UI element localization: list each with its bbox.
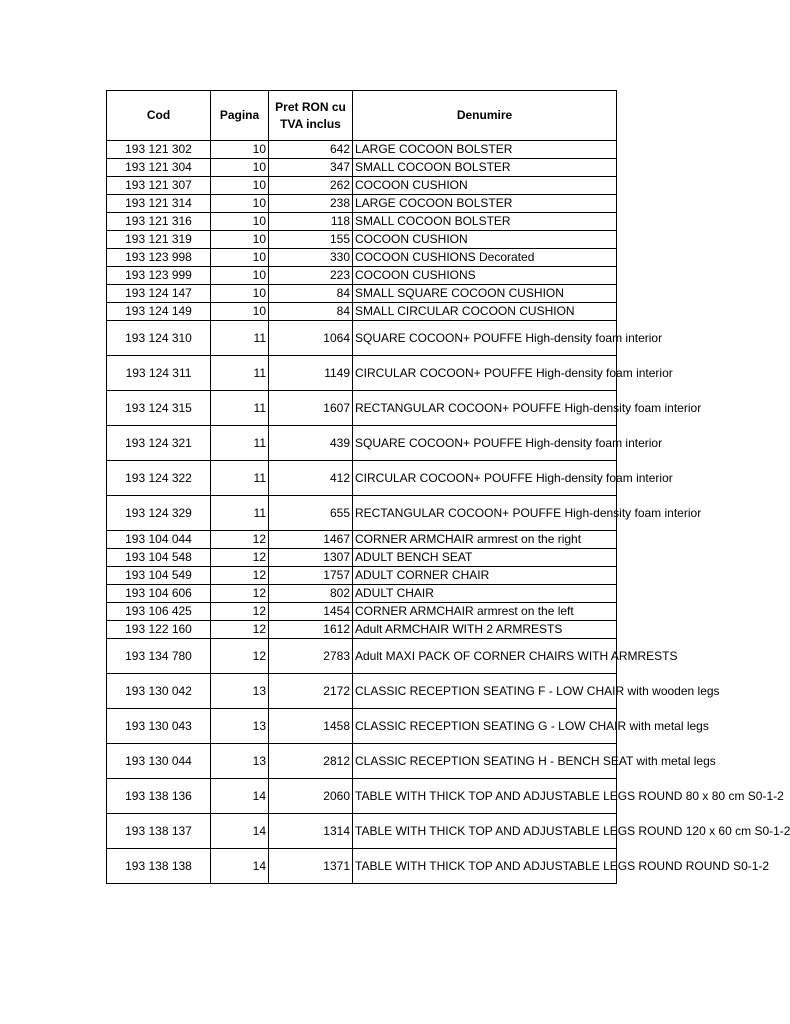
- cell-denumire: TABLE WITH THICK TOP AND ADJUSTABLE LEGS ROUND 80 x 80 cm S0-1-2: [353, 779, 617, 814]
- cell-pagina: 10: [211, 159, 269, 177]
- cell-cod: 193 106 425: [107, 603, 211, 621]
- cell-pagina: 10: [211, 231, 269, 249]
- cell-pagina: 10: [211, 141, 269, 159]
- cell-cod: 193 138 136: [107, 779, 211, 814]
- cell-denumire: CORNER ARMCHAIR armrest on the left: [353, 603, 617, 621]
- cell-pret: 1607: [269, 391, 353, 426]
- cell-cod: 193 123 998: [107, 249, 211, 267]
- cell-pret: 1314: [269, 814, 353, 849]
- cell-denumire: COCOON CUSHIONS Decorated: [353, 249, 617, 267]
- cell-pagina: 11: [211, 496, 269, 531]
- cell-cod: 193 123 999: [107, 267, 211, 285]
- cell-pret: 1454: [269, 603, 353, 621]
- cell-pret: 1064: [269, 321, 353, 356]
- cell-pagina: 14: [211, 814, 269, 849]
- table-row: [107, 849, 617, 884]
- cell-cod: 193 124 310: [107, 321, 211, 356]
- cell-denumire: CORNER ARMCHAIR armrest on the right: [353, 531, 617, 549]
- table-row: [107, 141, 617, 159]
- cell-cod: 193 104 606: [107, 585, 211, 603]
- cell-denumire: LARGE COCOON BOLSTER: [353, 195, 617, 213]
- cell-pagina: 10: [211, 249, 269, 267]
- cell-cod: 193 121 319: [107, 231, 211, 249]
- cell-pret: 1458: [269, 709, 353, 744]
- cell-pagina: 10: [211, 213, 269, 231]
- cell-denumire: Adult ARMCHAIR WITH 2 ARMRESTS: [353, 621, 617, 639]
- cell-denumire: Adult MAXI PACK OF CORNER CHAIRS WITH ARMRESTS: [353, 639, 617, 674]
- table-row: [107, 639, 617, 674]
- table-row: [107, 567, 617, 585]
- cell-denumire: CLASSIC RECEPTION SEATING F - LOW CHAIR with wooden legs: [353, 674, 617, 709]
- cell-pret: 1371: [269, 849, 353, 884]
- header-cod: Cod: [107, 91, 211, 141]
- cell-denumire: ADULT BENCH SEAT: [353, 549, 617, 567]
- price-table: [106, 90, 790, 884]
- cell-pagina: 10: [211, 267, 269, 285]
- cell-pret: 238: [269, 195, 353, 213]
- cell-pagina: 10: [211, 177, 269, 195]
- cell-denumire: CIRCULAR COCOON+ POUFFE High-density foam interior: [353, 461, 617, 496]
- cell-pagina: 10: [211, 285, 269, 303]
- cell-pagina: 12: [211, 567, 269, 585]
- table-row: [107, 603, 617, 621]
- cell-cod: 193 130 042: [107, 674, 211, 709]
- cell-cod: 193 124 322: [107, 461, 211, 496]
- cell-cod: 193 121 302: [107, 141, 211, 159]
- cell-cod: 193 124 311: [107, 356, 211, 391]
- cell-cod: 193 130 044: [107, 744, 211, 779]
- cell-pagina: 12: [211, 531, 269, 549]
- table-row: [107, 496, 617, 531]
- table-row: [107, 285, 617, 303]
- cell-pret: 347: [269, 159, 353, 177]
- cell-cod: 193 130 043: [107, 709, 211, 744]
- cell-cod: 193 124 147: [107, 285, 211, 303]
- cell-cod: 193 124 149: [107, 303, 211, 321]
- cell-denumire: RECTANGULAR COCOON+ POUFFE High-density foam interior: [353, 391, 617, 426]
- cell-denumire: COCOON CUSHION: [353, 177, 617, 195]
- cell-pret: 642: [269, 141, 353, 159]
- cell-pret: 1149: [269, 356, 353, 391]
- cell-pret: 439: [269, 426, 353, 461]
- table-row: [107, 549, 617, 567]
- cell-pret: 2172: [269, 674, 353, 709]
- cell-pagina: 11: [211, 426, 269, 461]
- cell-pagina: 10: [211, 195, 269, 213]
- cell-cod: 193 124 321: [107, 426, 211, 461]
- cell-pagina: 12: [211, 621, 269, 639]
- table-row: [107, 585, 617, 603]
- cell-cod: 193 121 316: [107, 213, 211, 231]
- cell-cod: 193 104 548: [107, 549, 211, 567]
- cell-denumire: COCOON CUSHIONS: [353, 267, 617, 285]
- cell-denumire: CIRCULAR COCOON+ POUFFE High-density foam interior: [353, 356, 617, 391]
- table-row: [107, 267, 617, 285]
- cell-cod: 193 122 160: [107, 621, 211, 639]
- cell-pret: 1757: [269, 567, 353, 585]
- cell-cod: 193 121 307: [107, 177, 211, 195]
- cell-cod: 193 121 314: [107, 195, 211, 213]
- cell-denumire: COCOON CUSHION: [353, 231, 617, 249]
- table-row: [107, 709, 617, 744]
- table-row: [107, 356, 617, 391]
- cell-pret: 262: [269, 177, 353, 195]
- cell-pagina: 11: [211, 356, 269, 391]
- table-row: [107, 177, 617, 195]
- cell-pagina: 13: [211, 744, 269, 779]
- cell-denumire: ADULT CHAIR: [353, 585, 617, 603]
- cell-pret: 84: [269, 303, 353, 321]
- cell-pagina: 14: [211, 849, 269, 884]
- cell-denumire: TABLE WITH THICK TOP AND ADJUSTABLE LEGS ROUND ROUND S0-1-2: [353, 849, 617, 884]
- cell-denumire: TABLE WITH THICK TOP AND ADJUSTABLE LEGS ROUND 120 x 60 cm S0-1-2: [353, 814, 617, 849]
- header-denumire: Denumire: [353, 91, 617, 141]
- table-row: [107, 744, 617, 779]
- cell-denumire: SQUARE COCOON+ POUFFE High-density foam interior: [353, 426, 617, 461]
- table-row: [107, 621, 617, 639]
- cell-pret: 1612: [269, 621, 353, 639]
- cell-pagina: 10: [211, 303, 269, 321]
- table-row: [107, 814, 617, 849]
- cell-pret: 118: [269, 213, 353, 231]
- cell-pret: 2060: [269, 779, 353, 814]
- table-row: [107, 779, 617, 814]
- cell-pret: 2783: [269, 639, 353, 674]
- table-row: [107, 249, 617, 267]
- cell-denumire: CLASSIC RECEPTION SEATING H - BENCH SEAT with metal legs: [353, 744, 617, 779]
- table-row: [107, 461, 617, 496]
- table-row: [107, 231, 617, 249]
- cell-cod: 193 124 329: [107, 496, 211, 531]
- cell-cod: 193 138 138: [107, 849, 211, 884]
- cell-pret: 1307: [269, 549, 353, 567]
- header-row: [107, 91, 617, 141]
- cell-pret: 84: [269, 285, 353, 303]
- table-row: [107, 531, 617, 549]
- cell-cod: 193 124 315: [107, 391, 211, 426]
- cell-pagina: 12: [211, 603, 269, 621]
- table-row: [107, 426, 617, 461]
- cell-denumire: SMALL SQUARE COCOON CUSHION: [353, 285, 617, 303]
- cell-pagina: 11: [211, 391, 269, 426]
- cell-denumire: SQUARE COCOON+ POUFFE High-density foam interior: [353, 321, 617, 356]
- cell-cod: 193 121 304: [107, 159, 211, 177]
- table-row: [107, 321, 617, 356]
- cell-cod: 193 134 780: [107, 639, 211, 674]
- cell-pret: 155: [269, 231, 353, 249]
- cell-pret: 412: [269, 461, 353, 496]
- cell-denumire: SMALL COCOON BOLSTER: [353, 213, 617, 231]
- cell-pagina: 13: [211, 674, 269, 709]
- cell-pret: 330: [269, 249, 353, 267]
- cell-pagina: 12: [211, 549, 269, 567]
- cell-pagina: 13: [211, 709, 269, 744]
- table-row: [107, 391, 617, 426]
- cell-pret: 802: [269, 585, 353, 603]
- table-row: [107, 213, 617, 231]
- cell-pagina: 11: [211, 321, 269, 356]
- header-pret: Pret RON cu TVA inclus: [269, 91, 353, 141]
- cell-denumire: SMALL CIRCULAR COCOON CUSHION: [353, 303, 617, 321]
- table-row: [107, 159, 617, 177]
- table-row: [107, 303, 617, 321]
- table-row: [107, 674, 617, 709]
- cell-pagina: 12: [211, 585, 269, 603]
- cell-denumire: LARGE COCOON BOLSTER: [353, 141, 617, 159]
- cell-pret: 2812: [269, 744, 353, 779]
- table-body: [107, 141, 790, 884]
- cell-denumire: CLASSIC RECEPTION SEATING G - LOW CHAIR with metal legs: [353, 709, 617, 744]
- cell-cod: 193 138 137: [107, 814, 211, 849]
- cell-denumire: RECTANGULAR COCOON+ POUFFE High-density foam interior: [353, 496, 617, 531]
- cell-pret: 655: [269, 496, 353, 531]
- cell-denumire: SMALL COCOON BOLSTER: [353, 159, 617, 177]
- cell-pret: 1467: [269, 531, 353, 549]
- table-row: [107, 195, 617, 213]
- cell-denumire: ADULT CORNER CHAIR: [353, 567, 617, 585]
- cell-pret: 223: [269, 267, 353, 285]
- cell-pagina: 11: [211, 461, 269, 496]
- cell-cod: 193 104 549: [107, 567, 211, 585]
- cell-pagina: 14: [211, 779, 269, 814]
- header-pagina: Pagina: [211, 91, 269, 141]
- cell-cod: 193 104 044: [107, 531, 211, 549]
- cell-pagina: 12: [211, 639, 269, 674]
